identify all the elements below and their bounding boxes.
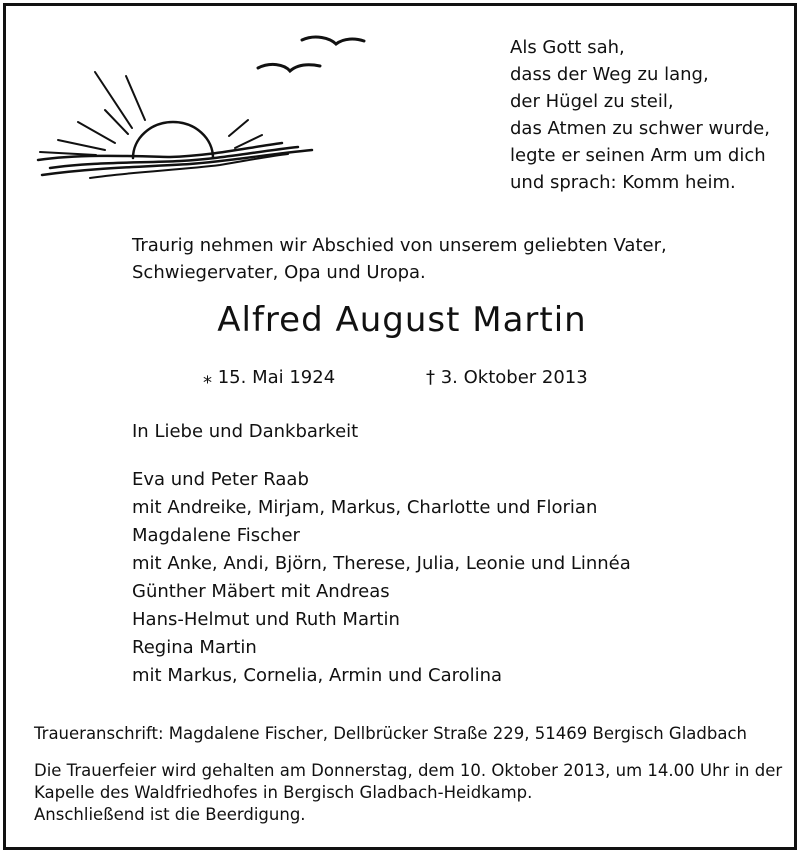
- list-item: mit Andreike, Mirjam, Markus, Charlotte und Florian: [132, 497, 598, 518]
- deceased-name: Alfred August Martin: [217, 300, 587, 340]
- service-line: Anschließend ist die Beerdigung.: [34, 805, 306, 824]
- poem-line: legte er seinen Arm um dich: [510, 145, 766, 166]
- death-date: † 3. Oktober 2013: [426, 367, 588, 388]
- poem-line: dass der Weg zu lang,: [510, 64, 709, 85]
- mourners-heading: In Liebe und Dankbarkeit: [132, 421, 359, 442]
- service-info: [34, 760, 782, 826]
- poem-line: und sprach: Komm heim.: [510, 172, 736, 193]
- sunset-with-birds-icon: [30, 30, 370, 200]
- service-line: Die Trauerfeier wird gehalten am Donnerstag, dem 10. Oktober 2013, um 14.00 Uhr in der: [34, 761, 783, 780]
- poem-line: Als Gott sah,: [510, 37, 625, 58]
- list-item: Magdalene Fischer: [132, 525, 300, 546]
- intro-line: Traurig nehmen wir Abschied von unserem geliebten Vater,: [132, 235, 667, 256]
- list-item: Günther Mäbert mit Andreas: [132, 581, 390, 602]
- intro-text: [132, 232, 667, 286]
- service-line: Kapelle des Waldfriedhofes in Bergisch Gladbach-Heidkamp.: [34, 783, 533, 802]
- poem-line: der Hügel zu steil,: [510, 91, 674, 112]
- list-item: mit Anke, Andi, Björn, Therese, Julia, Leonie und Linnéa: [132, 553, 631, 574]
- birth-date: ⁎ 15. Mai 1924: [203, 367, 336, 388]
- list-item: Regina Martin: [132, 637, 257, 658]
- mourners-list: [132, 466, 631, 690]
- list-item: Eva und Peter Raab: [132, 469, 309, 490]
- poem-line: das Atmen zu schwer wurde,: [510, 118, 770, 139]
- poem: [510, 34, 770, 196]
- list-item: mit Markus, Cornelia, Armin und Carolina: [132, 665, 503, 686]
- intro-line: Schwiegervater, Opa und Uropa.: [132, 262, 426, 283]
- list-item: Hans-Helmut und Ruth Martin: [132, 609, 400, 630]
- mourning-address: Traueranschrift: Magdalene Fischer, Dellbrücker Straße 229, 51469 Bergisch Gladbach: [34, 724, 747, 743]
